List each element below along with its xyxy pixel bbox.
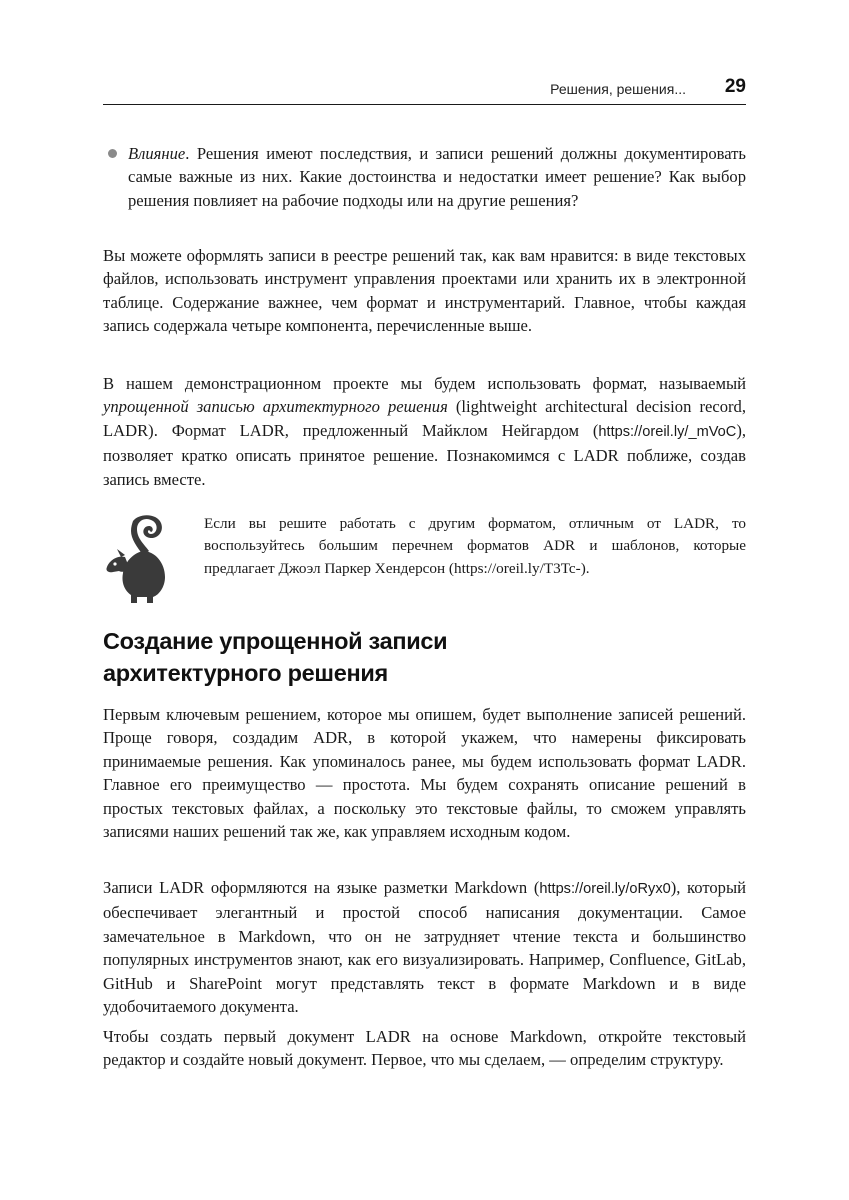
paragraph-ladr-intro-text: В нашем демонстрационном проекте мы будем использовать формат, называемый <box>103 374 746 393</box>
bullet-text: . Решения имеют последствия, и записи решений должны документировать самые важные из них. Какие достоинства и недостатки имеет решение? Как выбор решения повлияет на рабочие подходы или на другие решения? <box>128 144 746 210</box>
paragraph-markdown-text: Записи LADR оформляются на языке разметки Markdown ( <box>103 878 540 897</box>
bullet-lead-term: Влияние <box>128 144 186 163</box>
paragraph-first-decision: Первым ключевым решением, которое мы опишем, будет выполнение записей решений. Проще говоря, создадим ADR, в которой укажем, что намерены фиксировать принимаемые решения. Как упоминалось ранее, мы будем использовать формат LADR. Главное его преимущество — простота. Мы будем сохранять описание решений в простых текстовых файлах, а поскольку это текстовые файлы, то сможем управлять записями наших решений так же, как управляем исходным кодом. <box>103 705 746 842</box>
lemur-icon <box>103 511 175 605</box>
paragraph-markdown-text-2: ), который обеспечивает элегантный и простой способ написания документации. Самое замечательное в Markdown, что он не затрудняет чтение текста и большинство популярных инструментов знают, как его визуализировать. Например, Confluence, GitLab, GitHub и SharePoint могут представлять текст в формате Markdown и в виде удобочитаемого документа. <box>103 878 746 1017</box>
bullet-dot-icon <box>108 149 117 158</box>
section-heading-line-2: архитектурного решения <box>103 660 388 686</box>
paragraph-ladr-intro-text-3: ), позволяет кратко описать принятое решение. Познакомимся с LADR поближе, создав запись вместе. <box>103 420 746 489</box>
section-heading <box>103 625 746 689</box>
paragraph-decision-registry: Вы можете оформлять записи в реестре решений так, как вам нравится: в виде текстовых файлов, использовать инструмент управления проектами или хранить их в электронной таблице. Содержание важнее, чем формат и инструментарий. Главное, чтобы каждая запись содержала четыре компонента, перечисленные выше. <box>103 246 746 336</box>
running-header <box>103 74 746 105</box>
running-header-title: Решения, решения... <box>550 81 686 97</box>
section-heading-line-1: Создание упрощенной записи <box>103 628 448 654</box>
paragraph-ladr-intro <box>103 372 746 491</box>
ladr-term: упрощенной записью архитектурного решения <box>103 397 448 417</box>
paragraph-create-ladr: Чтобы создать первый документ LADR на основе Markdown, откройте текстовый редактор и создайте новый документ. Первое, что мы сделаем, — определим структуру. <box>103 1027 746 1070</box>
bullet-item-impact <box>128 142 746 212</box>
paragraph-markdown <box>103 876 746 1018</box>
paragraph-ladr-intro-text-2: (lightweight architectural decision record, LADR). Формат LADR, предложенный Майклом Нейгардом ( <box>103 397 746 440</box>
ladr-link[interactable]: https://oreil.ly/_mVoC <box>598 423 737 440</box>
note-text: Если вы решите работать с другим форматом, отличным от LADR, то воспользуйтесь большим перечнем форматов ADR и шаблонов, которые предлагает Джоэл Паркер Хендерсон (https://oreil.ly/T3Tc-). <box>204 515 746 577</box>
markdown-link[interactable]: https://oreil.ly/oRyx0 <box>539 881 671 897</box>
page-number: 29 <box>724 76 746 97</box>
